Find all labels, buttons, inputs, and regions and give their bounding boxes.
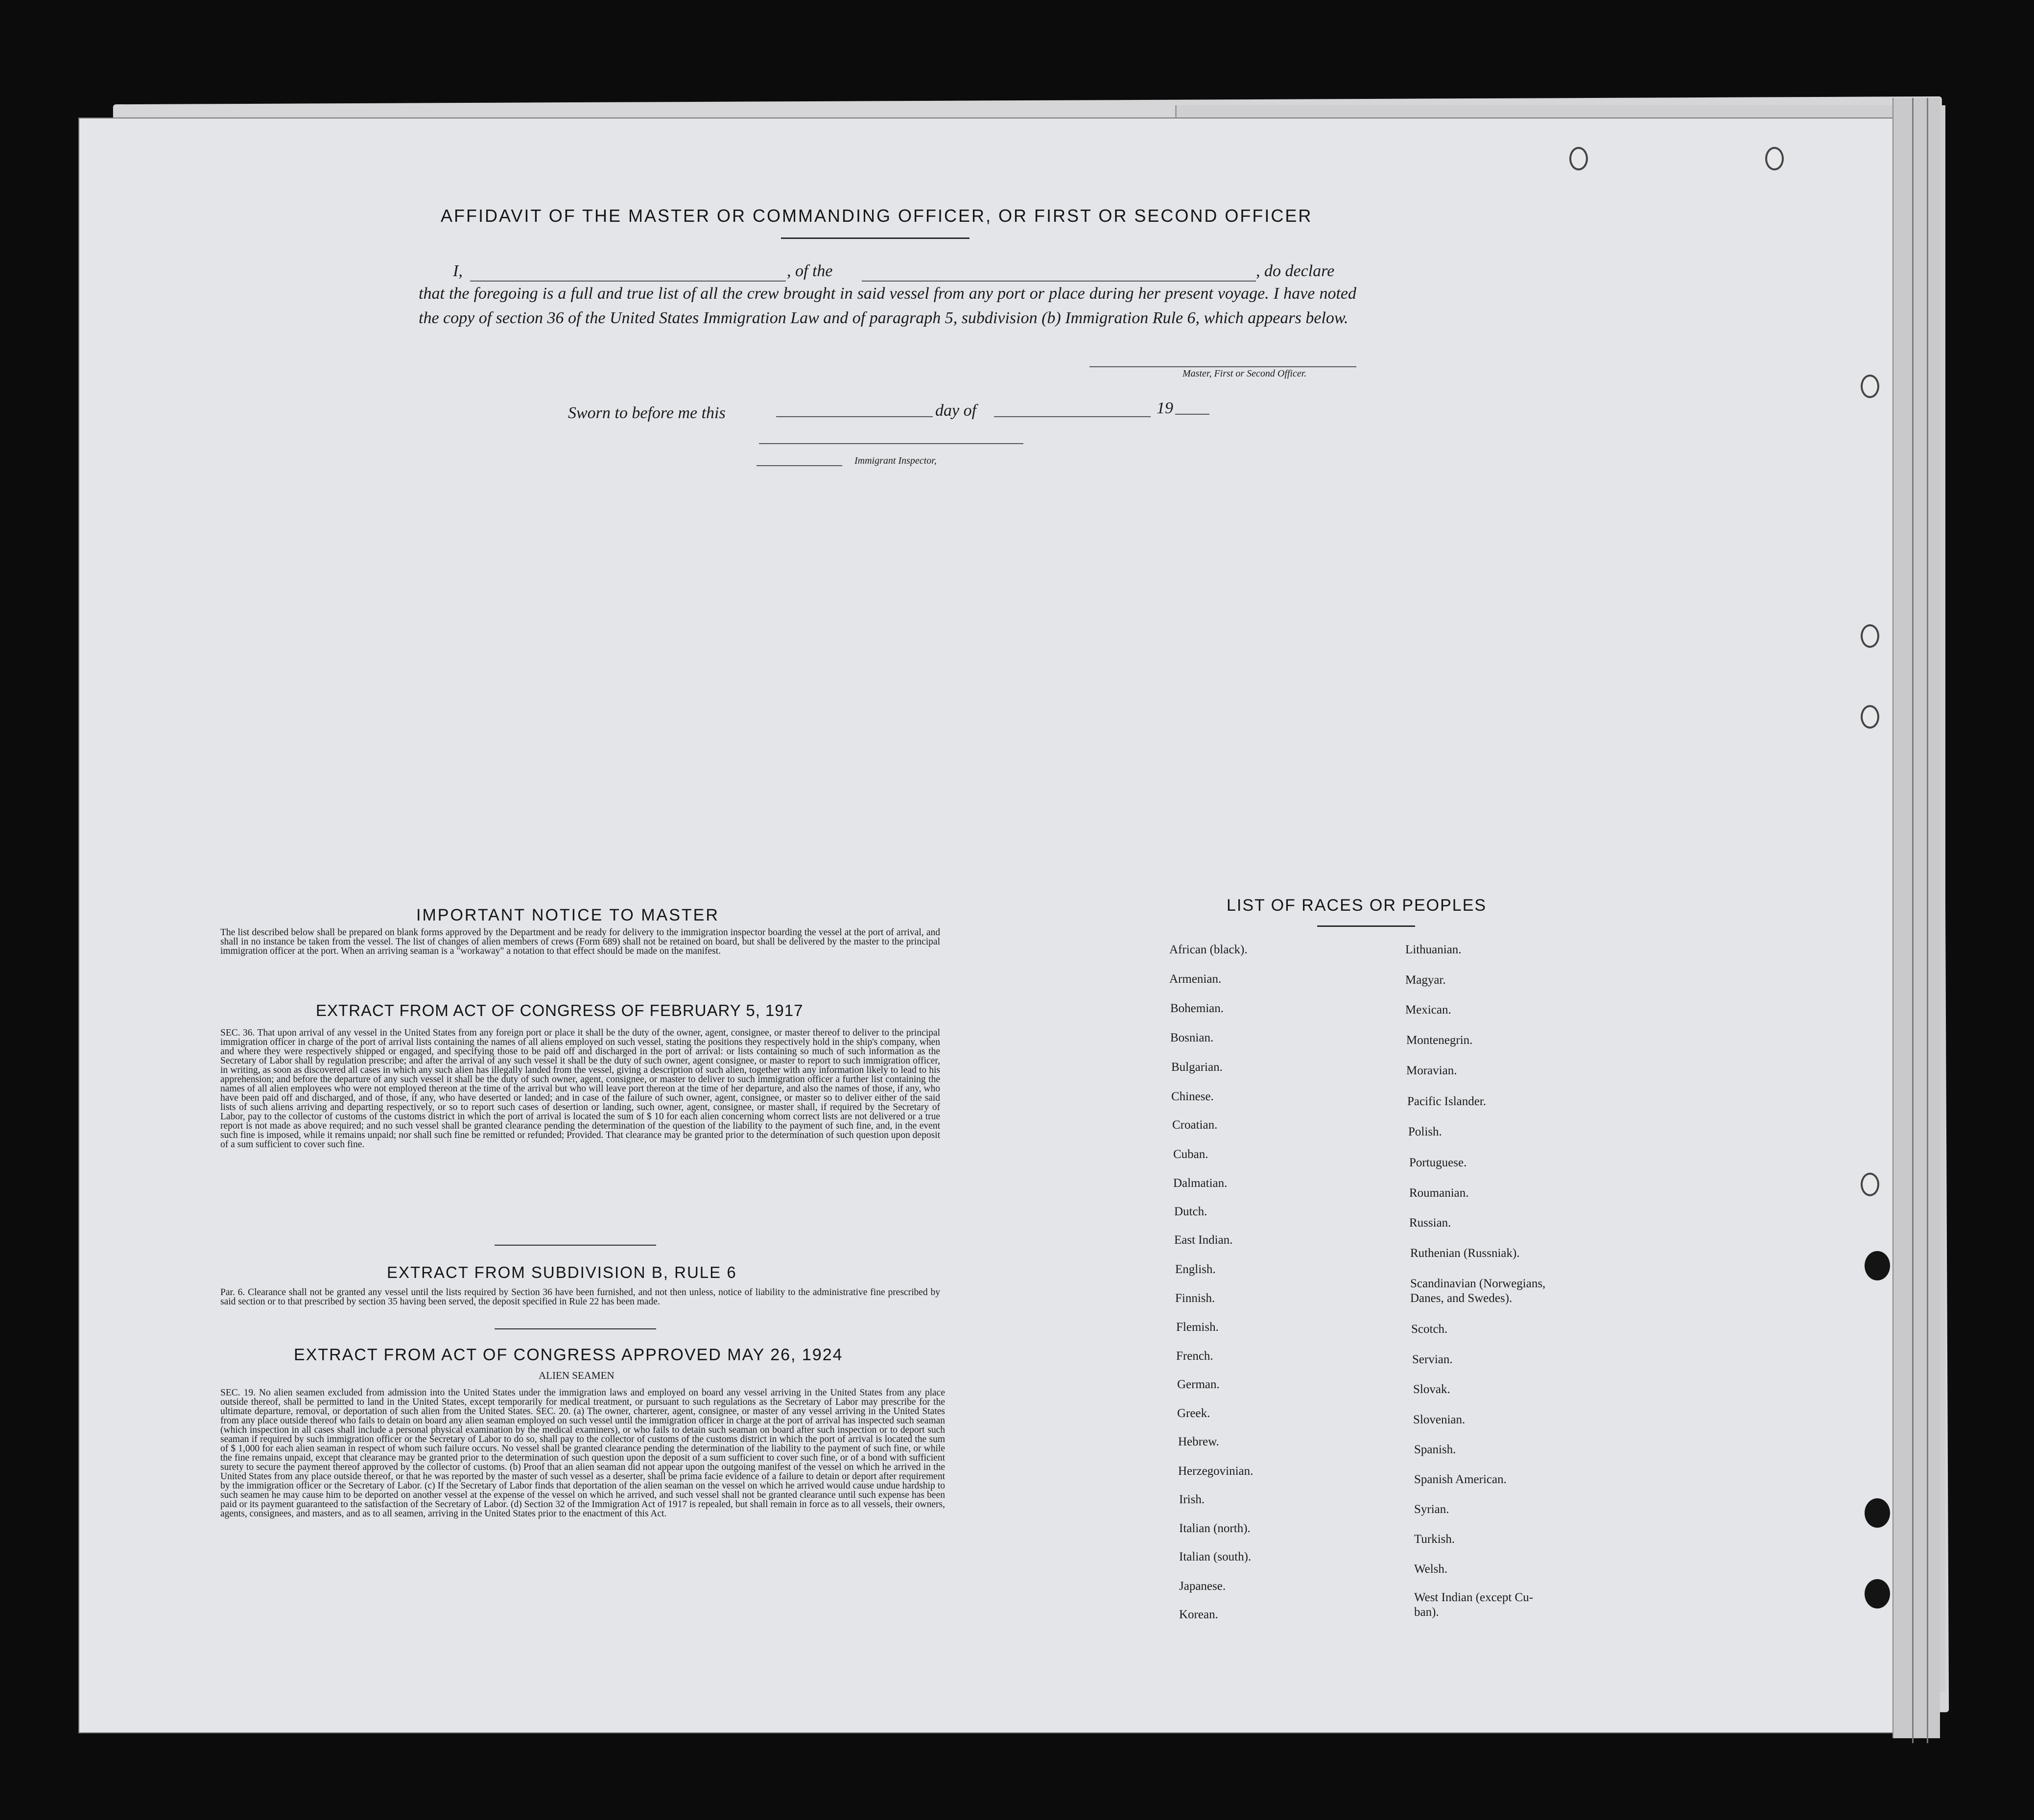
inspector-line-upper [759,443,1023,444]
race-item: Slovak. [1413,1383,1450,1396]
race-item: Dalmatian. [1173,1177,1228,1190]
race-item: Croatian. [1172,1118,1218,1132]
race-item: German. [1177,1378,1220,1391]
race-item: Pacific Islander. [1407,1095,1487,1108]
race-item: Flemish. [1176,1321,1219,1334]
race-item: Roumanian. [1409,1186,1469,1200]
binder-hole [1861,375,1879,398]
inspector-caption: Immigrant Inspector, [854,455,937,466]
affidavit-title: AFFIDAVIT OF THE MASTER OR COMMANDING OFFICER, OR FIRST OR SECOND OFFICER [441,206,1313,226]
race-item: Ruthenian (Russniak). [1410,1247,1520,1260]
master-signature-line [1089,366,1356,367]
race-item: Russian. [1409,1216,1451,1229]
title-underline [781,237,970,239]
race-item: Moravian. [1406,1064,1457,1077]
extract-1924-body: SEC. 19. No alien seamen excluded from admission into the United States under the immigration laws and employed on board any vessel arriving in the United States from any place outside thereof, shall be permitted to land in the United States, except temporarily for medical treatment, or pursuant to such regulations as the Secretary of Labor may prescribe for the ultimate departure, removal, or deportation of such alien from the United States. SEC. 20. (a) The owner, charterer, agent, consignee, or master of any vessel arriving in the United States from any place outside thereof who fails to detain on board any alien seaman employed on such vessel until the immigration officer in charge at the port of arrival has inspected such seaman (which inspection in all cases shall include a personal physical examination by the medical examiners), or who fails to detain such seaman on board after such inspection or to deport such seaman if required by such immigration officer or the Secretary of Labor to do so, shall pay to the collector of customs of the customs district in which the port of arrival is located the sum of $ 1,000 for each alien seaman in respect of whom such failure occurs. No vessel shall be granted clearance pending the determination of the liability to the payment of such fine, or while the fine remains unpaid, except that clearance may be granted prior to the determination of such question upon the deposit of a sum sufficient to cover such fine, or of a bond with sufficient surety to secure the payment thereof approved by the collector of customs. (b) Proof that an alien seaman did not appear upon the outgoing manifest of the vessel on which he arrived in the United States from any place outside thereof, or that he was reported by the master of such vessel as a deserter, shall be prima facie evidence of a failure to detain or deport after requirement by the immigration officer or the Secretary of Labor. (c) If the Secretary of Labor finds that deportation of the alien seaman on the vessel on which he arrived would cause undue hardship to such seamen he may cause him to be deported on another vessel at the expense of the vessel on which he arrived, and such vessel shall not be granted clearance until such expense has been paid or its payment guaranteed to the satisfaction of the Secretary of Labor. (d) Section 32 of the Immigration Act of 1917 is repealed, but shall remain in force as to all vessels, their owners, agents, consignees, and masters, and as to all seamen, arriving in the United States prior to the enactment of this Act. [220,1388,945,1519]
page-edge-line [1912,98,1914,1743]
race-item: Scandinavian (Norwegians, Danes, and Swedes). [1410,1277,1546,1305]
race-item: Japanese. [1179,1580,1226,1593]
master-caption: Master, First or Second Officer. [1183,368,1307,379]
sworn-month-line [994,416,1151,417]
race-item: Polish. [1408,1125,1442,1138]
race-item: East Indian. [1174,1233,1233,1247]
inspector-line [757,465,842,466]
race-item: Syrian. [1414,1503,1449,1516]
race-item: Cuban. [1173,1148,1208,1161]
sworn-day-line [776,416,933,417]
race-item: Irish. [1179,1493,1205,1506]
race-item: Magyar. [1405,973,1446,987]
race-item: Chinese. [1171,1090,1214,1103]
extract-1924-title: EXTRACT FROM ACT OF CONGRESS APPROVED MAY 26, 1924 [294,1346,843,1364]
sworn-prefix: Sworn to before me this [568,404,726,422]
race-item: Servian. [1412,1353,1453,1366]
page-edge-line [1927,98,1928,1743]
race-item: Scotch. [1411,1323,1448,1336]
race-item: Spanish. [1414,1443,1456,1456]
notice-body: The list described below shall be prepared on blank forms approved by the Department and be ready for delivery to the immigration inspector boarding the vessel at the port of arrival, and shall in no instance be taken from the vessel. The list of changes of alien members of crews (Form 689) shall not be retained on board, but shall be delivered by the master to the principal immigration officer at the port. When an arriving seaman is a "workaway" a notation to that effect should be made on the manifest. [220,927,940,956]
race-item: Slovenian. [1413,1413,1466,1426]
races-title: LIST OF RACES OR PEOPLES [1227,896,1487,915]
binder-hole [1865,1579,1890,1608]
race-item: Armenian. [1169,972,1222,986]
binder-hole [1861,705,1879,729]
section-divider [495,1245,656,1246]
extract-1917-body: SEC. 36. That upon arrival of any vessel in the United States from any foreign port or place it shall be the duty of the owner, agent, consignee, or master thereof to deliver to the principal immigration officer in charge of the port of arrival lists containing the names of all aliens employed on such vessel, stating the positions they respectively hold in the ship's company, when and where they were respectively shipped or engaged, and specifying those to be paid off and discharged in the port of arrival: or lists containing so much of such information as the Secretary of Labor shall by regulation prescribe; and after the arrival of any such vessel it shall be the duty of such owner, agent consignee, or master to report to such immigration officer, in writing, as soon as discovered all cases in which any such alien has illegally landed from the vessel, giving a description of such alien, together with any information likely to lead to his apprehension; and before the departure of any such vessel it shall be the duty of such owner, agent, consignee, or master to deliver to such immigration officer a further list containing the names of all alien employees who were not employed thereon at the time of the arrival but who will leave port thereon at the time of her departure, and also the names of those, if any, who have been paid off and discharged, and of those, if any, who have deserted or landed; and in case of the failure of such owner, agent, consignee, or master so to deliver either of the said lists of such aliens arriving and departing respectively, or so to report such cases of desertion or landing, such owner, agent, consignee, or master shall, if required by the Secretary of Labor, pay to the collector of customs of the customs district in which the port of arrival is located the sum of $ 10 for each alien concerning whom correct lists are not delivered or a true report is not made as above required; and no such vessel shall be granted clearance pending the determination of the question of the liability to the payment of such fine, and, in the event such fine is imposed, while it remains unpaid; nor shall such fine be remitted or refunded; Provided. That clearance may be granted prior to the determination of such question upon deposit of a sum sufficient to cover such fine. [220,1028,940,1150]
binder-hole [1865,1251,1890,1280]
race-item: Welsh. [1414,1562,1448,1576]
section-divider [495,1328,656,1329]
binder-hole [1569,147,1588,170]
affidavit-of-the: , of the [787,262,833,280]
affidavit-i: I, [453,262,463,280]
race-item: West Indian (except Cu- ban). [1414,1591,1534,1619]
race-item: Herzegovinian. [1178,1465,1254,1478]
binder-hole [1765,147,1784,170]
race-item: Bosnian. [1170,1031,1214,1044]
sworn-day-of: day of [935,402,977,420]
race-item: English. [1175,1263,1216,1276]
race-item: Lithuanian. [1405,943,1462,956]
sworn-year: 19 [1157,399,1173,417]
rule6-body: Par. 6. Clearance shall not be granted any vessel until the lists required by Section 36 have been furnished, and not then unless, notice of liability to the administrative fine prescribed by said section or to that prescribed by section 35 having been served, the deposit specified in Rule 22 has been made. [220,1287,940,1307]
race-item: Greek. [1177,1407,1210,1420]
alien-seamen-subtitle: ALIEN SEAMEN [539,1370,615,1381]
race-item: French. [1176,1349,1213,1363]
race-item: Montenegrin. [1406,1034,1473,1047]
race-item: Turkish. [1414,1533,1455,1546]
races-underline [1317,925,1415,927]
page-edge-strip [1892,98,1940,1738]
race-item: Italian (north). [1179,1522,1251,1535]
race-item: Mexican. [1405,1003,1451,1016]
binder-hole [1861,1173,1879,1196]
race-item: African (black). [1169,943,1248,956]
binder-hole [1865,1498,1890,1528]
race-item: Italian (south). [1179,1550,1252,1563]
race-item: Bohemian. [1170,1002,1224,1015]
race-item: Dutch. [1174,1205,1207,1218]
race-item: Bulgarian. [1171,1061,1223,1074]
race-item: Hebrew. [1178,1435,1219,1448]
affidavit-body: that the foregoing is a full and true list of all the crew brought in said vessel from any port or place during her present voyage. I have noted the copy of section 36 of the United States Immigration Law and of paragraph 5, subdivision (b) Immigration Rule 6, which appears below. [419,284,1356,327]
affidavit-declare: , do declare [1256,262,1335,280]
race-item: Korean. [1179,1608,1218,1621]
rule6-title: EXTRACT FROM SUBDIVISION B, RULE 6 [387,1263,737,1281]
notice-title: IMPORTANT NOTICE TO MASTER [416,906,719,924]
race-item: Portuguese. [1409,1156,1467,1169]
race-item: Spanish American. [1414,1473,1507,1486]
sworn-year-line [1175,414,1209,415]
extract-1917-title: EXTRACT FROM ACT OF CONGRESS OF FEBRUARY 5, 1917 [316,1001,804,1019]
race-item: Finnish. [1175,1292,1215,1305]
binder-hole [1861,624,1879,648]
